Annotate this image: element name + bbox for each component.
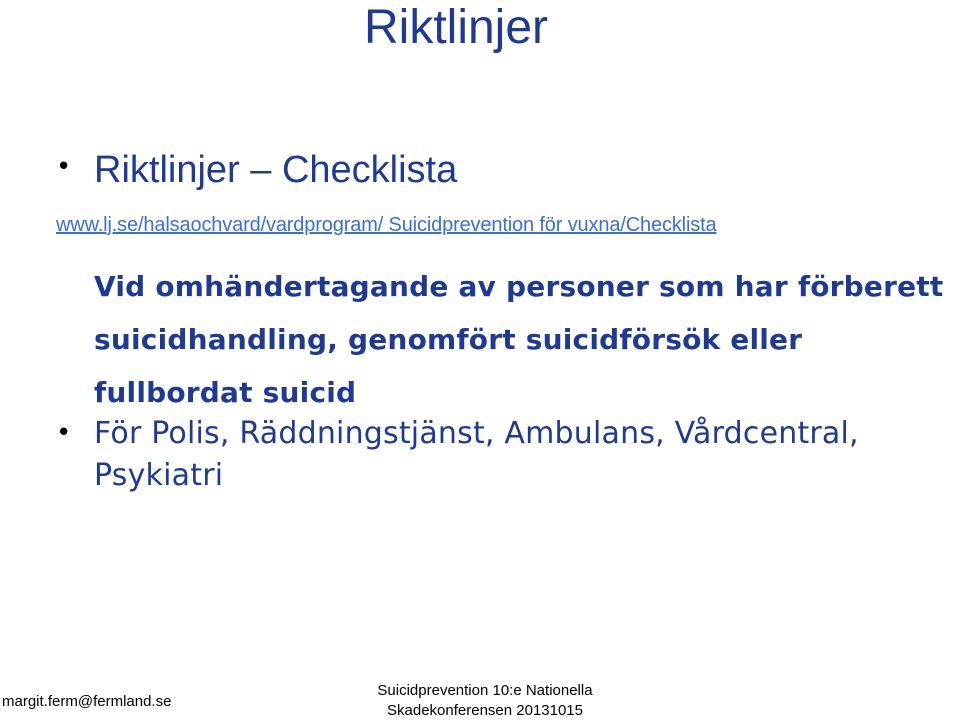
bullet-checklist: Riktlinjer – Checklista	[94, 149, 458, 191]
bullet-marker: •	[56, 152, 72, 182]
footer-email: margit.ferm@fermland.se	[2, 693, 172, 710]
bold-paragraph: Vid omhändertagande av personer som har förberett suicidhandling, genomfört suicidförsök eller fullbordat suicid	[94, 270, 944, 409]
footer-conference-line2: Skadekonferensen 20131015	[387, 702, 583, 719]
slide-title: Riktlinjer	[363, 1, 549, 54]
bullet-recipients: För Polis, Räddningstjänst, Ambulans, Vårdcentral, Psykiatri	[94, 416, 859, 493]
footer-conference-line1: Suicidprevention 10:e Nationella	[377, 682, 593, 699]
footer-conference	[320, 681, 650, 721]
checklist-link[interactable]: www.lj.se/halsaochvard/vardprogram/ Suicidprevention för vuxna/Checklista	[56, 214, 717, 236]
bullet-marker: •	[56, 418, 72, 448]
